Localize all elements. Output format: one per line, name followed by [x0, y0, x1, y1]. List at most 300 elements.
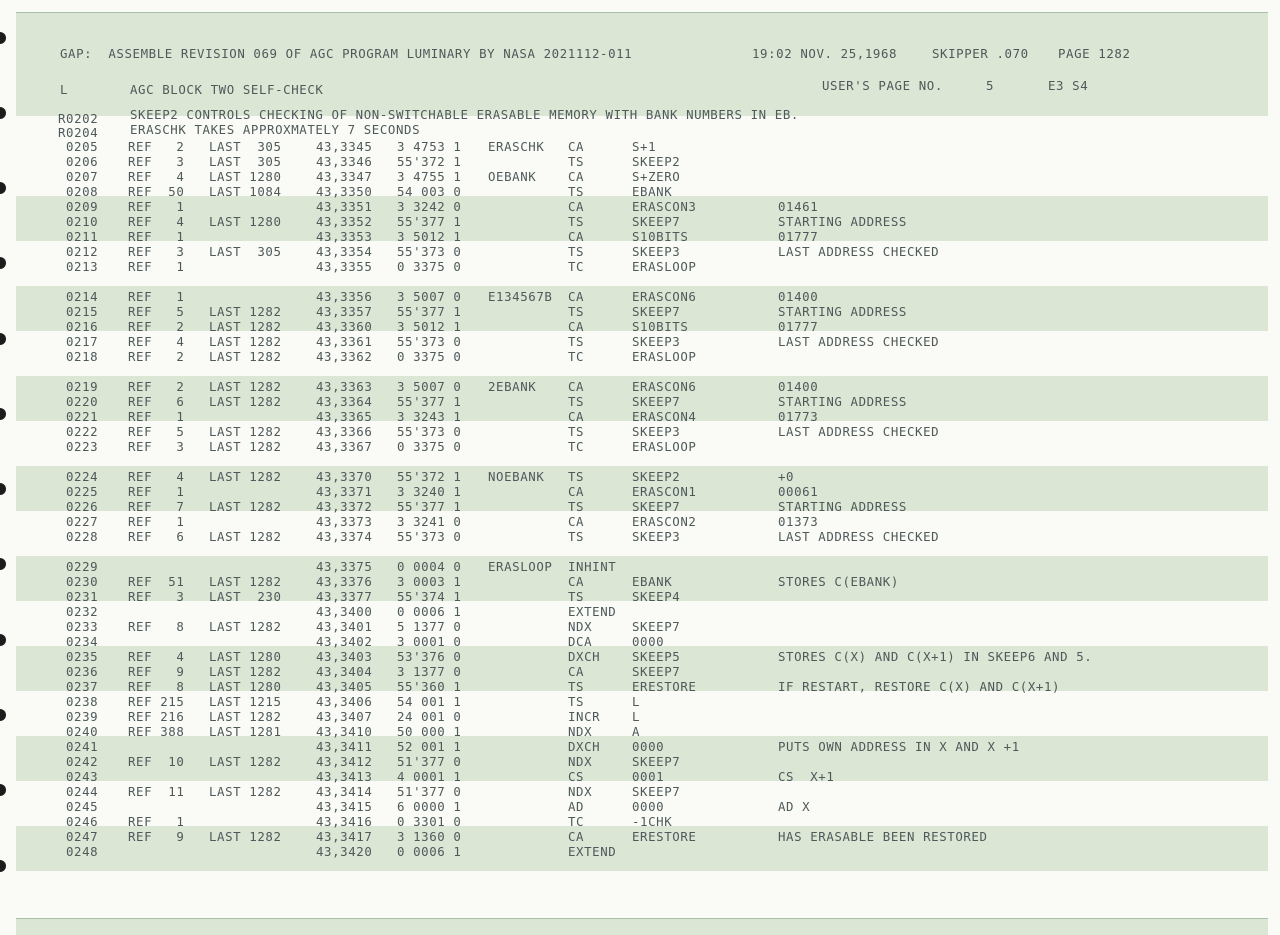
address: 43,3370	[316, 469, 373, 484]
opcode: NDX	[568, 754, 593, 769]
last-ref: LAST 1084	[209, 184, 282, 199]
octal-code: 55'360 1	[397, 679, 462, 694]
address: 43,3376	[316, 574, 373, 589]
seq-number: 0211	[66, 229, 99, 244]
operand: ERASCON6	[632, 379, 697, 394]
comment: LAST ADDRESS CHECKED	[778, 529, 940, 544]
ref-count: REF 3	[128, 244, 185, 259]
opcode: TS	[568, 424, 585, 439]
operand: 0001	[632, 769, 665, 784]
ref-count: REF 2	[128, 319, 185, 334]
octal-code: 0 0006 1	[397, 604, 462, 619]
address: 43,3362	[316, 349, 373, 364]
operand: S+1	[632, 139, 657, 154]
comment: STORES C(EBANK)	[778, 574, 899, 589]
gap-line: GAP: ASSEMBLE REVISION 069 OF AGC PROGRAM LUMINARY BY NASA 2021112-011	[60, 46, 633, 61]
users-page-label: USER'S PAGE NO.	[822, 78, 943, 93]
octal-code: 3 3242 0	[397, 199, 462, 214]
octal-code: 55'373 0	[397, 244, 462, 259]
seq-number: 0233	[66, 619, 99, 634]
octal-code: 3 5007 0	[397, 379, 462, 394]
opcode: NDX	[568, 619, 593, 634]
comment: 01400	[778, 379, 819, 394]
seq-number: 0229	[66, 559, 99, 574]
seq-number: 0209	[66, 199, 99, 214]
comment: LAST ADDRESS CHECKED	[778, 424, 940, 439]
last-ref: LAST 1282	[209, 784, 282, 799]
seq-number: 0226	[66, 499, 99, 514]
seq-number: 0207	[66, 169, 99, 184]
seq-number: 0236	[66, 664, 99, 679]
octal-code: 51'377 0	[397, 754, 462, 769]
octal-code: 55'372 1	[397, 469, 462, 484]
footer-band	[16, 918, 1268, 935]
seq-number: 0235	[66, 649, 99, 664]
operand: SKEEP3	[632, 529, 681, 544]
seq-number: 0245	[66, 799, 99, 814]
ref-count: REF 2	[128, 349, 185, 364]
last-ref: LAST 1282	[209, 619, 282, 634]
remark-text: SKEEP2 CONTROLS CHECKING OF NON-SWITCHABLE ERASABLE MEMORY WITH BANK NUMBERS IN EB.	[130, 107, 799, 122]
opcode: NDX	[568, 724, 593, 739]
octal-code: 0 3375 0	[397, 349, 462, 364]
last-ref: LAST 305	[209, 154, 282, 169]
comment: STORES C(X) AND C(X+1) IN SKEEP6 AND 5.	[778, 649, 1093, 664]
ref-count: REF 6	[128, 529, 185, 544]
opcode: CS	[568, 769, 585, 784]
address: 43,3375	[316, 559, 373, 574]
last-ref: LAST 1281	[209, 724, 282, 739]
operand: S+ZERO	[632, 169, 681, 184]
octal-code: 3 4753 1	[397, 139, 462, 154]
address: 43,3402	[316, 634, 373, 649]
operand: SKEEP2	[632, 469, 681, 484]
feed-hole	[0, 107, 6, 119]
last-ref: LAST 305	[209, 139, 282, 154]
octal-code: 55'373 0	[397, 529, 462, 544]
last-ref: LAST 1282	[209, 754, 282, 769]
seq-number: 0212	[66, 244, 99, 259]
operand: ERASCON4	[632, 409, 697, 424]
octal-code: 53'376 0	[397, 649, 462, 664]
asm-label: ERASLOOP	[488, 559, 553, 574]
octal-code: 3 1377 0	[397, 664, 462, 679]
asm-label: E134567B	[488, 289, 553, 304]
seq-number: 0220	[66, 394, 99, 409]
last-ref: LAST 1282	[209, 319, 282, 334]
seq-number: 0241	[66, 739, 99, 754]
address: 43,3411	[316, 739, 373, 754]
seq-number: 0224	[66, 469, 99, 484]
opcode: DCA	[568, 634, 593, 649]
asm-label: ERASCHK	[488, 139, 545, 154]
octal-code: 55'372 1	[397, 154, 462, 169]
opcode: CA	[568, 484, 585, 499]
opcode: TS	[568, 679, 585, 694]
last-ref: LAST 1282	[209, 349, 282, 364]
octal-code: 50 000 1	[397, 724, 462, 739]
feed-hole	[0, 558, 6, 570]
last-ref: LAST 1280	[209, 214, 282, 229]
ref-count: REF 5	[128, 424, 185, 439]
operand: 0000	[632, 634, 665, 649]
address: 43,3374	[316, 529, 373, 544]
address: 43,3357	[316, 304, 373, 319]
ref-count: REF 216	[128, 709, 185, 724]
remark-text: ERASCHK TAKES APPROXMATELY 7 SECONDS	[130, 122, 421, 137]
address: 43,3372	[316, 499, 373, 514]
last-ref: LAST 1282	[209, 709, 282, 724]
address: 43,3351	[316, 199, 373, 214]
top-rule	[16, 12, 1268, 13]
operand: SKEEP7	[632, 664, 681, 679]
opcode: TC	[568, 439, 585, 454]
seq-number: 0234	[66, 634, 99, 649]
opcode: TS	[568, 694, 585, 709]
address: 43,3361	[316, 334, 373, 349]
tractor-feed-holes	[0, 0, 12, 935]
operand: SKEEP7	[632, 394, 681, 409]
address: 43,3377	[316, 589, 373, 604]
opcode: CA	[568, 169, 585, 184]
opcode: CA	[568, 229, 585, 244]
operand: SKEEP3	[632, 424, 681, 439]
operand: SKEEP2	[632, 154, 681, 169]
last-ref: LAST 1282	[209, 574, 282, 589]
header-band	[16, 12, 1268, 116]
comment: 01373	[778, 514, 819, 529]
last-ref: LAST 1280	[209, 169, 282, 184]
seq-number: 0214	[66, 289, 99, 304]
seq-number: 0230	[66, 574, 99, 589]
ref-count: REF 4	[128, 469, 185, 484]
ref-count: REF 11	[128, 784, 185, 799]
octal-code: 3 3240 1	[397, 484, 462, 499]
octal-code: 52 001 1	[397, 739, 462, 754]
octal-code: 24 001 0	[397, 709, 462, 724]
opcode: CA	[568, 829, 585, 844]
octal-code: 5 1377 0	[397, 619, 462, 634]
seq-number: 0208	[66, 184, 99, 199]
address: 43,3346	[316, 154, 373, 169]
ref-count: REF 1	[128, 259, 185, 274]
seq-number: 0218	[66, 349, 99, 364]
address: 43,3406	[316, 694, 373, 709]
address: 43,3353	[316, 229, 373, 244]
operand: EBANK	[632, 184, 673, 199]
seq-number: 0240	[66, 724, 99, 739]
opcode: TS	[568, 499, 585, 514]
last-ref: LAST 1282	[209, 334, 282, 349]
opcode: TS	[568, 469, 585, 484]
feed-hole	[0, 709, 6, 721]
operand: SKEEP7	[632, 619, 681, 634]
opcode: CA	[568, 139, 585, 154]
address: 43,3347	[316, 169, 373, 184]
operand: EBANK	[632, 574, 673, 589]
last-ref: LAST 1280	[209, 649, 282, 664]
seq-number: 0216	[66, 319, 99, 334]
ref-count: REF 3	[128, 154, 185, 169]
comment: STARTING ADDRESS	[778, 304, 907, 319]
address: 43,3412	[316, 754, 373, 769]
last-ref: LAST 1282	[209, 304, 282, 319]
log-section-title: AGC BLOCK TWO SELF-CHECK	[130, 82, 324, 97]
opcode: TC	[568, 814, 585, 829]
octal-code: 55'373 0	[397, 334, 462, 349]
octal-code: 51'377 0	[397, 784, 462, 799]
opcode: INCR	[568, 709, 601, 724]
ref-count: REF 1	[128, 484, 185, 499]
operand: ERASLOOP	[632, 349, 697, 364]
feed-hole	[0, 257, 6, 269]
address: 43,3366	[316, 424, 373, 439]
ref-count: REF 3	[128, 439, 185, 454]
opcode: DXCH	[568, 649, 601, 664]
operand: SKEEP4	[632, 589, 681, 604]
octal-code: 6 0000 1	[397, 799, 462, 814]
asm-label: 2EBANK	[488, 379, 537, 394]
octal-code: 55'377 1	[397, 214, 462, 229]
feed-hole	[0, 408, 6, 420]
seq-number: 0215	[66, 304, 99, 319]
address: 43,3415	[316, 799, 373, 814]
operand: ERESTORE	[632, 679, 697, 694]
operand: A	[632, 724, 641, 739]
timestamp: 19:02 NOV. 25,1968	[752, 46, 898, 61]
last-ref: LAST 1282	[209, 439, 282, 454]
skipper-version: SKIPPER .070	[932, 46, 1029, 61]
comment: STARTING ADDRESS	[778, 214, 907, 229]
operand: SKEEP7	[632, 304, 681, 319]
opcode: TC	[568, 259, 585, 274]
address: 43,3365	[316, 409, 373, 424]
comment: 01461	[778, 199, 819, 214]
opcode: AD	[568, 799, 585, 814]
address: 43,3413	[316, 769, 373, 784]
octal-code: 0 3375 0	[397, 259, 462, 274]
ref-count: REF 2	[128, 379, 185, 394]
octal-code: 3 3241 0	[397, 514, 462, 529]
comment: 01773	[778, 409, 819, 424]
operand: L	[632, 709, 641, 724]
opcode: TS	[568, 529, 585, 544]
seq-number: 0247	[66, 829, 99, 844]
address: 43,3401	[316, 619, 373, 634]
seq-number: 0219	[66, 379, 99, 394]
comment: LAST ADDRESS CHECKED	[778, 334, 940, 349]
page-number: PAGE 1282	[1058, 46, 1131, 61]
octal-code: 54 003 0	[397, 184, 462, 199]
comment: IF RESTART, RESTORE C(X) AND C(X+1)	[778, 679, 1061, 694]
feed-hole	[0, 860, 6, 872]
ref-count: REF 51	[128, 574, 185, 589]
comment: HAS ERASABLE BEEN RESTORED	[778, 829, 988, 844]
comment: 00061	[778, 484, 819, 499]
seq-number: 0221	[66, 409, 99, 424]
ref-count: REF 1	[128, 199, 185, 214]
ref-count: REF 9	[128, 664, 185, 679]
operand: 0000	[632, 739, 665, 754]
octal-code: 0 0004 0	[397, 559, 462, 574]
comment: AD X	[778, 799, 811, 814]
seq-number: 0248	[66, 844, 99, 859]
opcode: CA	[568, 664, 585, 679]
last-ref: LAST 1282	[209, 829, 282, 844]
address: 43,3355	[316, 259, 373, 274]
comment: STARTING ADDRESS	[778, 499, 907, 514]
address: 43,3420	[316, 844, 373, 859]
seq-number: 0237	[66, 679, 99, 694]
feed-hole	[0, 784, 6, 796]
seq-number: 0243	[66, 769, 99, 784]
octal-code: 55'377 1	[397, 394, 462, 409]
address: 43,3400	[316, 604, 373, 619]
operand: SKEEP7	[632, 784, 681, 799]
operand: L	[632, 694, 641, 709]
address: 43,3414	[316, 784, 373, 799]
address: 43,3373	[316, 514, 373, 529]
octal-code: 0 0006 1	[397, 844, 462, 859]
ref-count: REF 4	[128, 649, 185, 664]
address: 43,3363	[316, 379, 373, 394]
octal-code: 3 5012 1	[397, 229, 462, 244]
ref-count: REF 1	[128, 814, 185, 829]
feed-hole	[0, 634, 6, 646]
ref-count: REF 1	[128, 409, 185, 424]
opcode: CA	[568, 379, 585, 394]
opcode: TS	[568, 214, 585, 229]
opcode: TS	[568, 154, 585, 169]
operand: SKEEP7	[632, 754, 681, 769]
comment: 01400	[778, 289, 819, 304]
asm-label: OEBANK	[488, 169, 537, 184]
octal-code: 3 5007 0	[397, 289, 462, 304]
address: 43,3367	[316, 439, 373, 454]
ref-count: REF 2	[128, 139, 185, 154]
opcode: CA	[568, 289, 585, 304]
last-ref: LAST 1282	[209, 424, 282, 439]
last-ref: LAST 1282	[209, 664, 282, 679]
octal-code: 3 3243 1	[397, 409, 462, 424]
ref-count: REF 4	[128, 169, 185, 184]
last-ref: LAST 1282	[209, 529, 282, 544]
asm-label: NOEBANK	[488, 469, 545, 484]
operand: ERASLOOP	[632, 439, 697, 454]
feed-hole	[0, 182, 6, 194]
opcode: TS	[568, 184, 585, 199]
operand: SKEEP7	[632, 214, 681, 229]
seq-number: 0213	[66, 259, 99, 274]
last-ref: LAST 305	[209, 244, 282, 259]
ref-count: REF 8	[128, 679, 185, 694]
seq-number: 0239	[66, 709, 99, 724]
listing-letter: L	[60, 82, 69, 97]
feed-hole	[0, 32, 6, 44]
ref-count: REF 9	[128, 829, 185, 844]
operand: SKEEP7	[632, 499, 681, 514]
ref-count: REF 388	[128, 724, 185, 739]
address: 43,3364	[316, 394, 373, 409]
seq-number: 0242	[66, 754, 99, 769]
octal-code: 55'377 1	[397, 499, 462, 514]
octal-code: 3 4755 1	[397, 169, 462, 184]
ref-count: REF 5	[128, 304, 185, 319]
users-page-number: 5	[986, 78, 995, 93]
comment: STARTING ADDRESS	[778, 394, 907, 409]
ref-count: REF 6	[128, 394, 185, 409]
seq-number: 0231	[66, 589, 99, 604]
ref-count: REF 3	[128, 589, 185, 604]
operand: 0000	[632, 799, 665, 814]
remark-num: R0202	[58, 111, 99, 126]
seq-number: 0205	[66, 139, 99, 154]
address: 43,3354	[316, 244, 373, 259]
seq-number: 0246	[66, 814, 99, 829]
last-ref: LAST 1282	[209, 469, 282, 484]
bottom-rule	[16, 918, 1268, 919]
feed-hole	[0, 333, 6, 345]
ref-count: REF 215	[128, 694, 185, 709]
octal-code: 55'377 1	[397, 304, 462, 319]
address: 43,3350	[316, 184, 373, 199]
seq-number: 0227	[66, 514, 99, 529]
ref-count: REF 4	[128, 214, 185, 229]
opcode: CA	[568, 319, 585, 334]
feed-hole	[0, 483, 6, 495]
octal-code: 3 5012 1	[397, 319, 462, 334]
opcode: INHINT	[568, 559, 617, 574]
ref-count: REF 7	[128, 499, 185, 514]
seq-number: 0244	[66, 784, 99, 799]
last-ref: LAST 1282	[209, 379, 282, 394]
opcode: EXTEND	[568, 604, 617, 619]
address: 43,3407	[316, 709, 373, 724]
address: 43,3416	[316, 814, 373, 829]
opcode: CA	[568, 199, 585, 214]
octal-code: 55'373 0	[397, 424, 462, 439]
opcode: TS	[568, 334, 585, 349]
ref-count: REF 1	[128, 514, 185, 529]
seq-number: 0232	[66, 604, 99, 619]
operand: S10BITS	[632, 319, 689, 334]
operand: SKEEP3	[632, 244, 681, 259]
opcode: TS	[568, 394, 585, 409]
last-ref: LAST 1282	[209, 499, 282, 514]
ref-count: REF 10	[128, 754, 185, 769]
operand: ERASCON1	[632, 484, 697, 499]
address: 43,3360	[316, 319, 373, 334]
opcode: NDX	[568, 784, 593, 799]
octal-code: 0 3375 0	[397, 439, 462, 454]
operand: ERASCON2	[632, 514, 697, 529]
e3s4-code: E3 S4	[1048, 78, 1089, 93]
operand: ERESTORE	[632, 829, 697, 844]
opcode: TS	[568, 304, 585, 319]
address: 43,3345	[316, 139, 373, 154]
opcode: EXTEND	[568, 844, 617, 859]
ref-count: REF 8	[128, 619, 185, 634]
comment: 01777	[778, 229, 819, 244]
seq-number: 0225	[66, 484, 99, 499]
seq-number: 0228	[66, 529, 99, 544]
operand: ERASCON3	[632, 199, 697, 214]
address: 43,3404	[316, 664, 373, 679]
ref-count: REF 1	[128, 289, 185, 304]
address: 43,3356	[316, 289, 373, 304]
last-ref: LAST 230	[209, 589, 282, 604]
seq-number: 0223	[66, 439, 99, 454]
